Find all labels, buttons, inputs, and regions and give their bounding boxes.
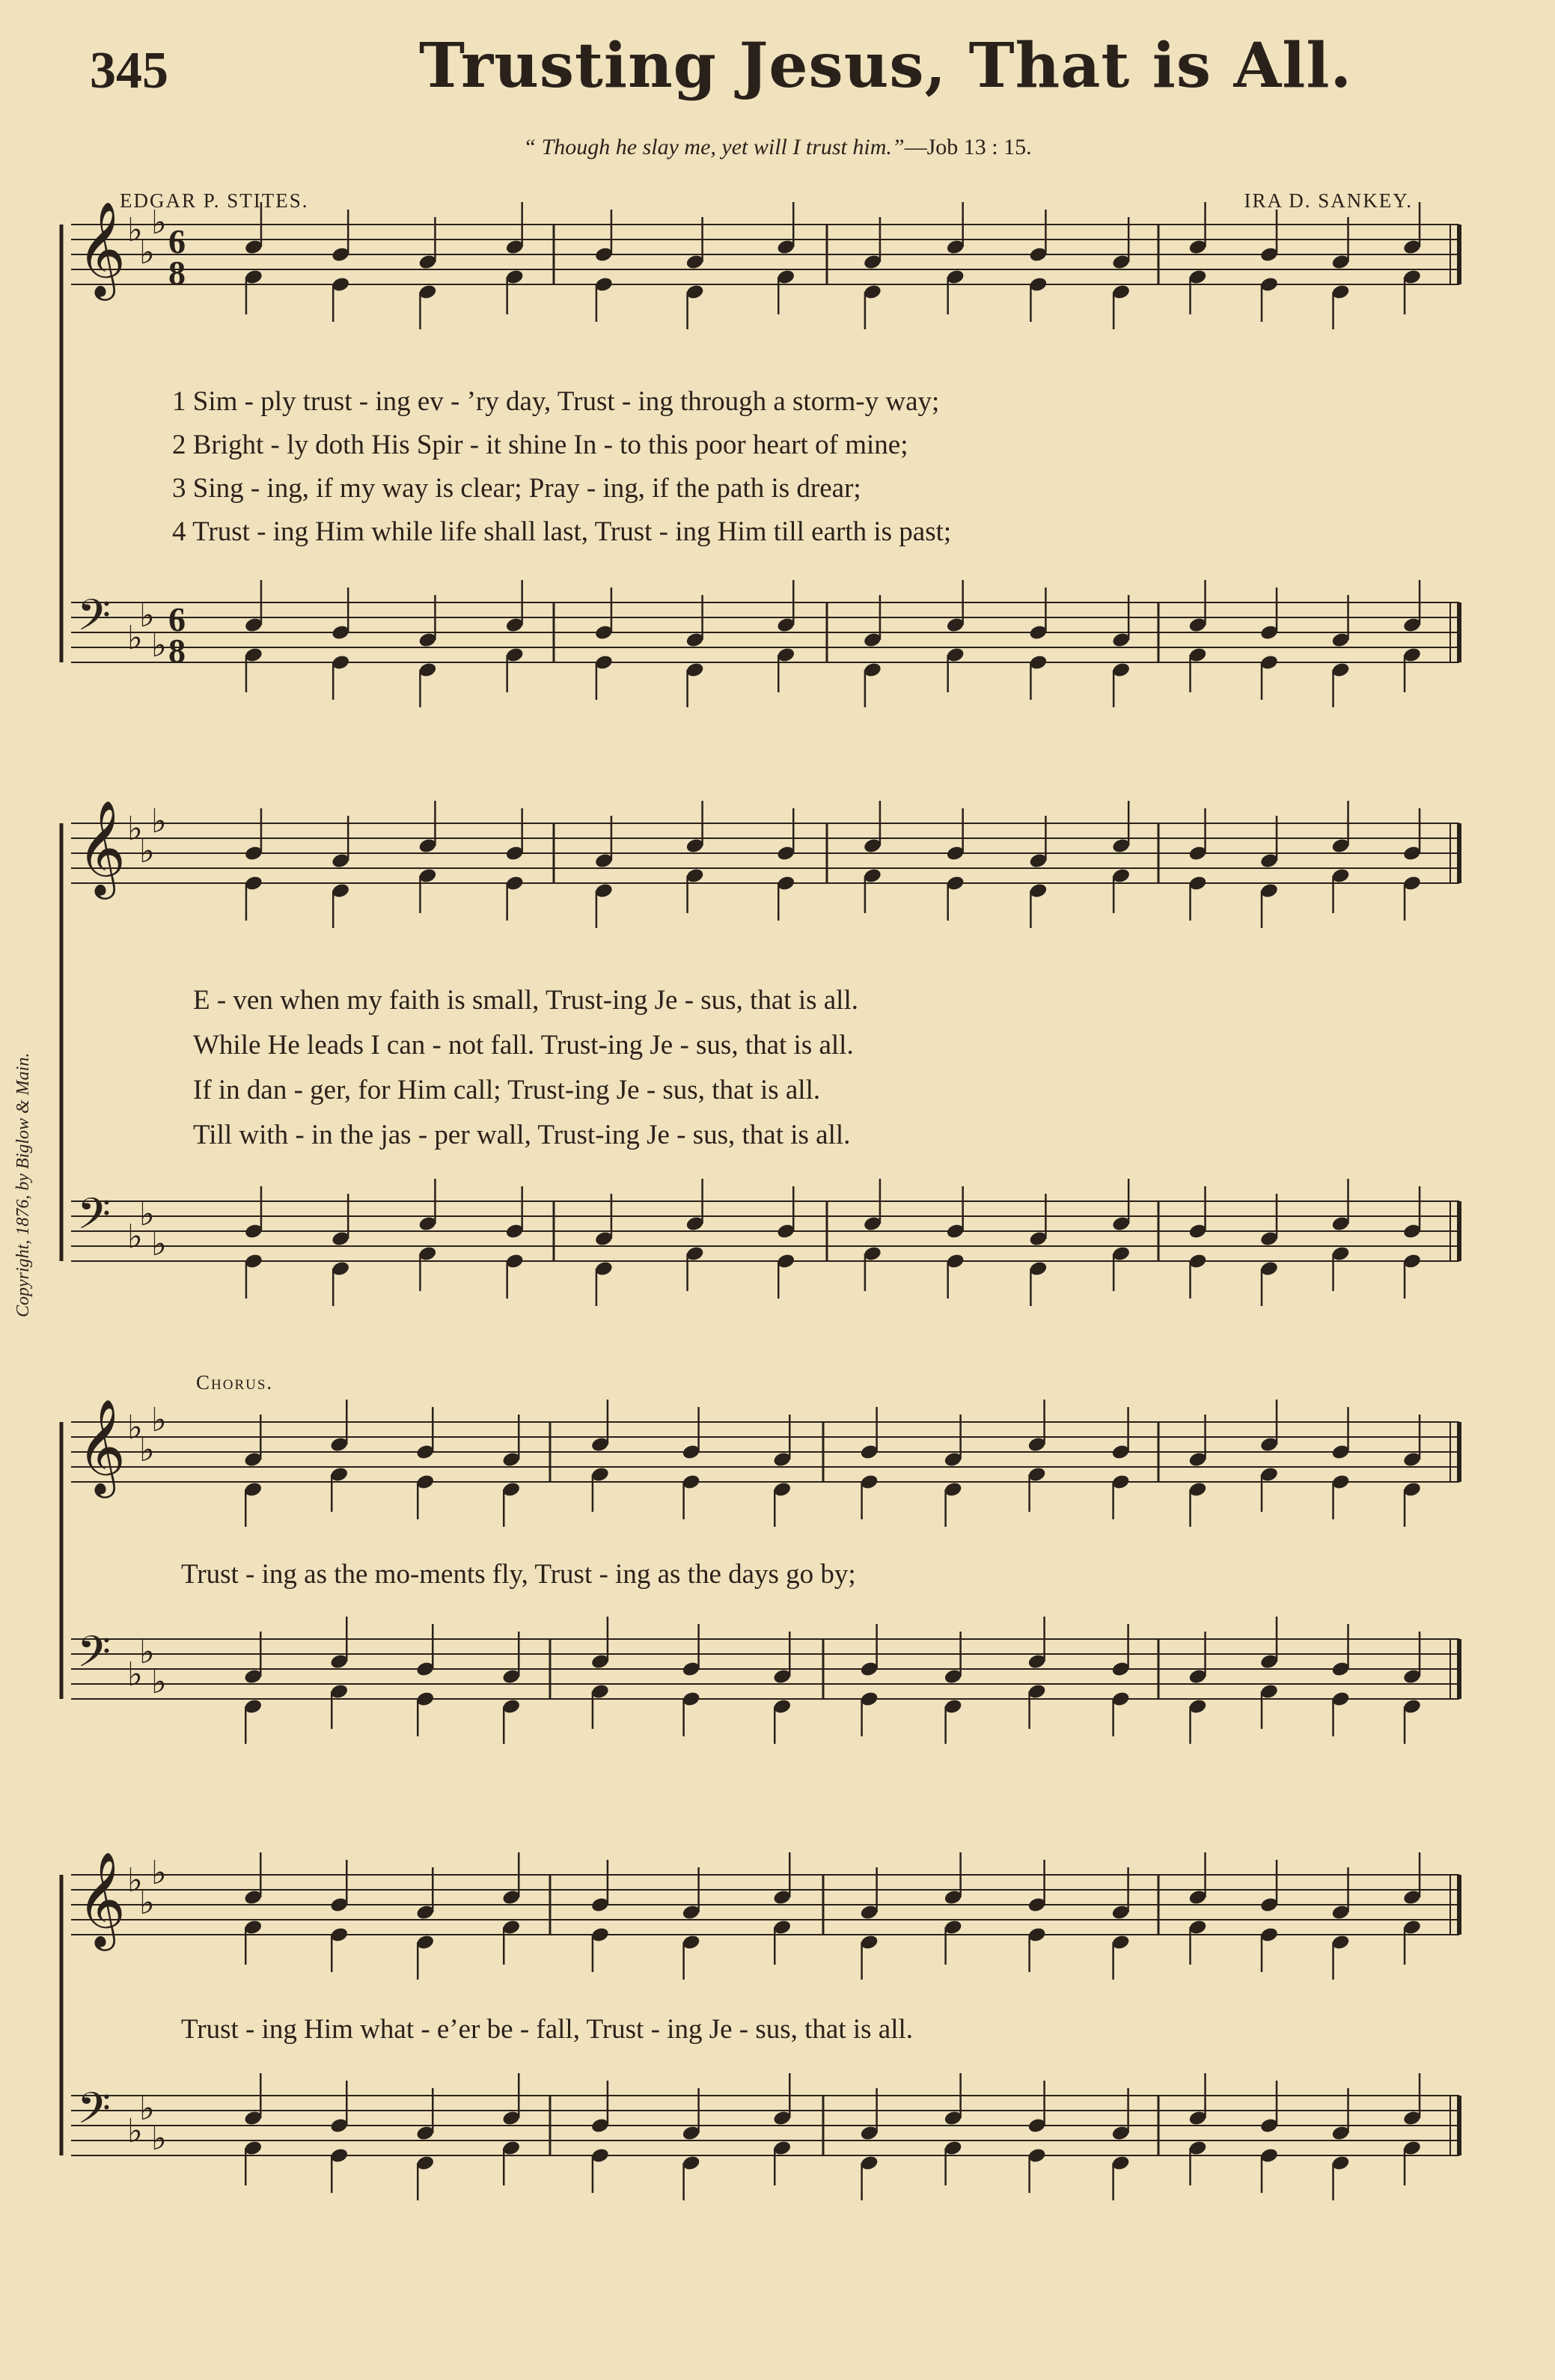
flat-sign: ♭ — [127, 211, 143, 249]
time-signature-top: 6 — [168, 222, 186, 260]
flat-sign: ♭ — [151, 1854, 167, 1892]
flat-sign: ♭ — [151, 1225, 167, 1263]
flat-sign: ♭ — [151, 1663, 167, 1701]
treble-clef: 𝄞 — [77, 1851, 126, 1947]
refrain-line-1: E - ven when my faith is small, Trust-ing Je - sus, that is all. — [193, 985, 858, 1016]
composer-credit: IRA D. SANKEY. — [1244, 189, 1413, 212]
bass-clef: 𝄢 — [77, 1626, 111, 1688]
time-signature-top: 6 — [168, 600, 186, 638]
flat-sign: ♭ — [139, 2090, 155, 2128]
flat-sign: ♭ — [139, 832, 155, 870]
hymn-title: Trusting Jesus, That is All. — [419, 30, 1353, 102]
hymn-number: 345 — [90, 42, 168, 100]
chorus-label: Chorus. — [196, 1371, 274, 1394]
flat-sign: ♭ — [139, 1633, 155, 1671]
chorus-line-2: Trust - ing Him what - e’er be - fall, Trust - ing Je - sus, that is all. — [181, 2014, 914, 2045]
refrain-line-3: If in dan - ger, for Him call; Trust-ing Je - sus, that is all. — [193, 1075, 821, 1105]
flat-sign: ♭ — [127, 1409, 143, 1447]
time-signature-bottom: 8 — [168, 632, 186, 670]
refrain-line-4: Till with - in the jas - per wall, Trust-ing Je - sus, that is all. — [193, 1120, 851, 1150]
flat-sign: ♭ — [127, 619, 143, 657]
verse-line-3: 3 Sing - ing, if my way is clear; Pray - ing, if the path is drear; — [172, 473, 861, 504]
flat-sign: ♭ — [127, 2112, 143, 2150]
flat-sign: ♭ — [139, 1884, 155, 1922]
flat-sign: ♭ — [151, 2120, 167, 2158]
flat-sign: ♭ — [151, 626, 167, 665]
flat-sign: ♭ — [151, 802, 167, 840]
treble-clef: 𝄞 — [77, 799, 126, 895]
flat-sign: ♭ — [151, 1401, 167, 1439]
verse-line-4: 4 Trust - ing Him while life shall last, Trust - ing Him till earth is past; — [172, 516, 952, 547]
verse-line-2: 2 Bright - ly doth His Spir - it shine In - to this poor heart of mine; — [172, 430, 908, 460]
refrain-line-2: While He leads I can - not fall. Trust-ing Je - sus, that is all. — [193, 1030, 854, 1061]
flat-sign: ♭ — [139, 234, 155, 272]
bass-clef: 𝄢 — [77, 590, 111, 651]
time-signature-bottom: 8 — [168, 254, 186, 292]
treble-clef: 𝄞 — [77, 201, 126, 296]
flat-sign: ♭ — [139, 1195, 155, 1233]
bass-clef: 𝄢 — [77, 1189, 111, 1250]
epigraph-reference: —Job 13 : 15. — [904, 135, 1032, 159]
flat-sign: ♭ — [127, 810, 143, 848]
flat-sign: ♭ — [139, 596, 155, 635]
lyricist-credit: EDGAR P. STITES. — [120, 189, 309, 212]
flat-sign: ♭ — [127, 1656, 143, 1694]
flat-sign: ♭ — [139, 1431, 155, 1469]
copyright-notice: Copyright, 1876, by Biglow & Main. — [13, 1052, 33, 1317]
verse-line-1: 1 Sim - ply trust - ing ev - ’ry day, Trust - ing through a storm-y way; — [172, 386, 940, 417]
chorus-line-1: Trust - ing as the mo-ments fly, Trust - ing as the days go by; — [181, 1559, 856, 1590]
flat-sign: ♭ — [127, 1218, 143, 1256]
flat-sign: ♭ — [151, 204, 167, 242]
epigraph-quote: “ Though he slay me, yet will I trust him.” — [523, 135, 905, 159]
flat-sign: ♭ — [127, 1861, 143, 1900]
bass-clef: 𝄢 — [77, 2083, 111, 2144]
treble-clef: 𝄞 — [77, 1398, 126, 1494]
